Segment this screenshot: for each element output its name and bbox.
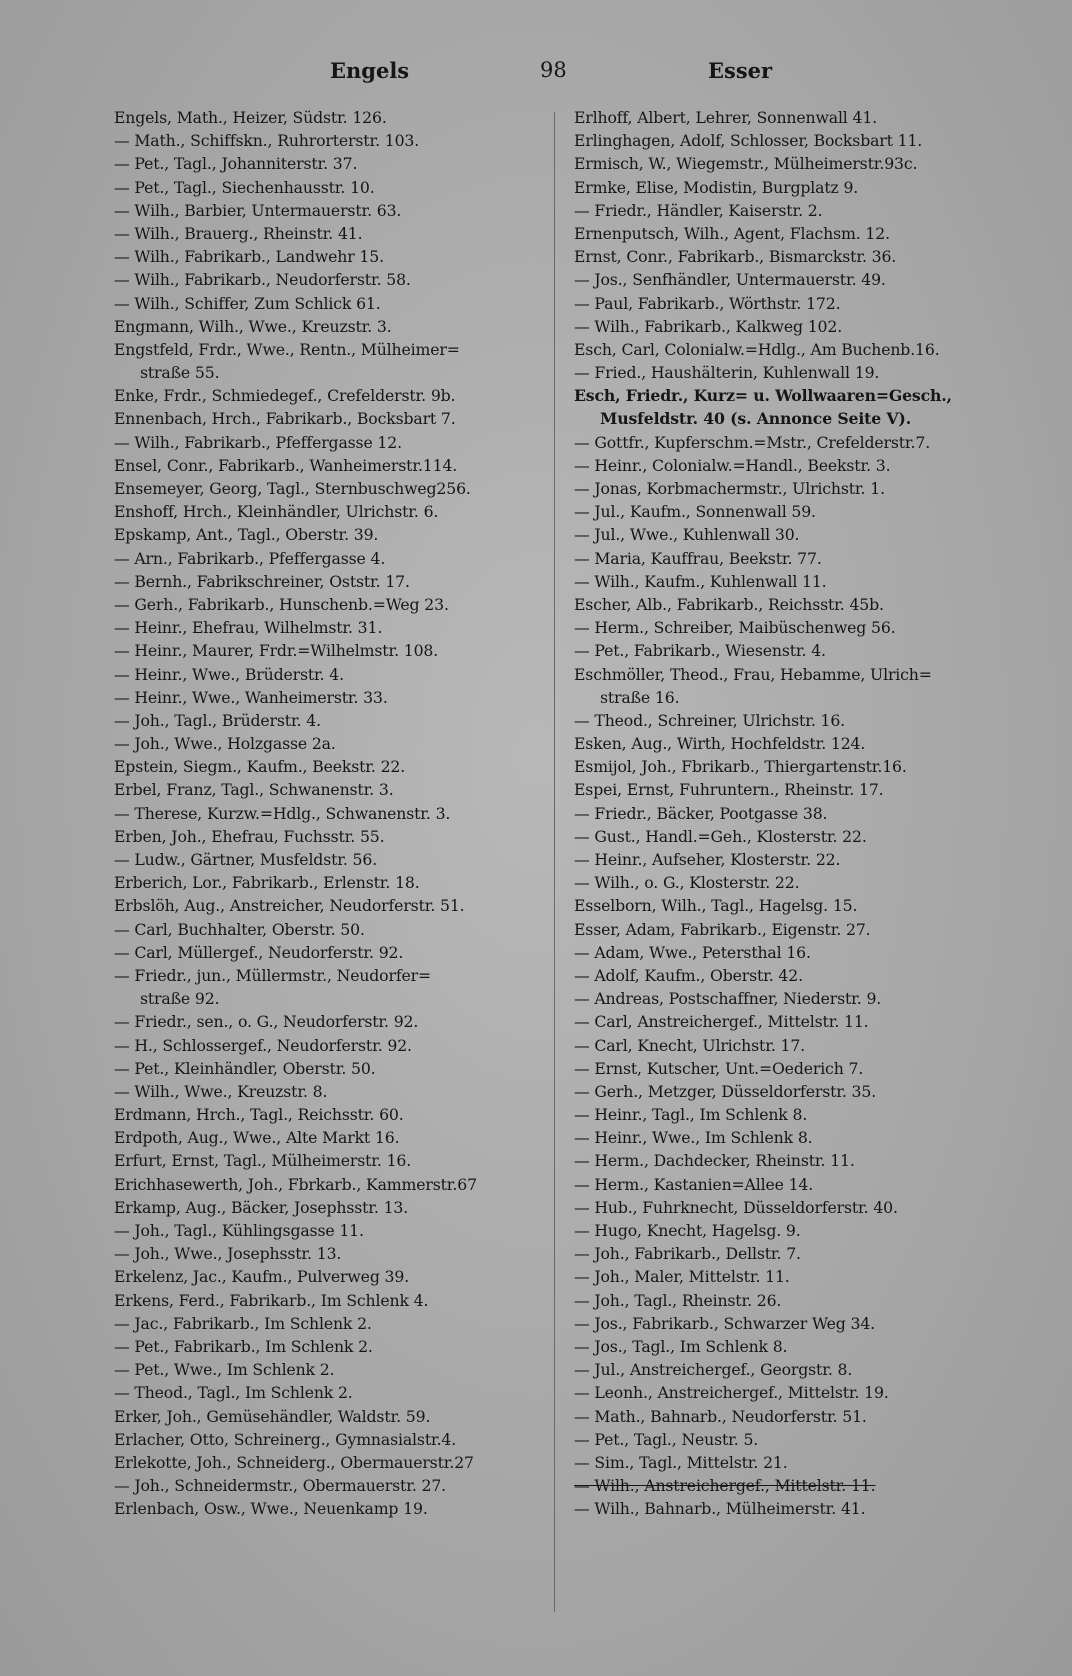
directory-entry: Escher, Alb., Fabrikarb., Reichsstr. 45b. xyxy=(574,594,884,614)
directory-entry: Epskamp, Ant., Tagl., Oberstr. 39. xyxy=(114,525,379,545)
directory-entry: Ennenbach, Hrch., Fabrikarb., Bocksbart 7. xyxy=(114,409,456,429)
directory-entry: — Herm., Schreiber, Maibüschenweg 56. xyxy=(574,618,896,638)
directory-entry: Engmann, Wilh., Wwe., Kreuzstr. 3. xyxy=(114,316,392,336)
directory-entry: — Heinr., Wwe., Im Schlenk 8. xyxy=(574,1128,813,1148)
directory-entry: — Heinr., Ehefrau, Wilhelmstr. 31. xyxy=(114,618,383,638)
directory-entry: Erlacher, Otto, Schreinerg., Gymnasialstr.4. xyxy=(114,1429,457,1449)
directory-entry: — Herm., Kastanien=Allee 14. xyxy=(574,1174,814,1194)
directory-entry: Erlekotte, Joh., Schneiderg., Obermauerstr.27 xyxy=(114,1452,474,1472)
directory-entry: Erdpoth, Aug., Wwe., Alte Markt 16. xyxy=(114,1128,400,1148)
directory-entry: — Heinr., Wwe., Wanheimerstr. 33. xyxy=(114,687,388,707)
directory-entry: straße 55. xyxy=(140,363,220,383)
directory-entry: — Therese, Kurzw.=Hdlg., Schwanenstr. 3. xyxy=(114,803,451,823)
directory-entry: — Leonh., Anstreichergef., Mittelstr. 19. xyxy=(574,1383,889,1403)
directory-entry: — Heinr., Maurer, Frdr.=Wilhelmstr. 108. xyxy=(114,641,439,661)
directory-entry: — Hub., Fuhrknecht, Düsseldorferstr. 40. xyxy=(574,1197,898,1217)
directory-entry: Ernenputsch, Wilh., Agent, Flachsm. 12. xyxy=(574,223,890,243)
directory-entry: Erberich, Lor., Fabrikarb., Erlenstr. 18. xyxy=(114,873,420,893)
directory-entry: — Jul., Kaufm., Sonnenwall 59. xyxy=(574,502,816,522)
directory-entry: — Wilh., Fabrikarb., Neudorferstr. 58. xyxy=(114,270,411,290)
directory-entry: — Gust., Handl.=Geh., Klosterstr. 22. xyxy=(574,826,867,846)
directory-entry: — Joh., Fabrikarb., Dellstr. 7. xyxy=(574,1244,801,1264)
directory-entry: — Wilh., Bahnarb., Mülheimerstr. 41. xyxy=(574,1499,866,1519)
directory-entry: Erbslöh, Aug., Anstreicher, Neudorferstr. 51. xyxy=(114,896,465,916)
directory-entry: — Gerh., Fabrikarb., Hunschenb.=Weg 23. xyxy=(114,594,449,614)
directory-entry: Engstfeld, Frdr., Wwe., Rentn., Mülheimer= xyxy=(114,339,460,359)
directory-entry: Ernst, Conr., Fabrikarb., Bismarckstr. 36. xyxy=(574,247,897,267)
directory-entry: Eschmöller, Theod., Frau, Hebamme, Ulrich= xyxy=(574,664,932,684)
directory-entry: — Gottfr., Kupferschm.=Mstr., Crefelderstr.7. xyxy=(574,432,931,452)
header-left-keyword: Engels xyxy=(330,58,410,83)
directory-entry: — Herm., Dachdecker, Rheinstr. 11. xyxy=(574,1151,855,1171)
directory-entry: — Theod., Schreiner, Ulrichstr. 16. xyxy=(574,710,845,730)
directory-entry: — Joh., Tagl., Brüderstr. 4. xyxy=(114,710,321,730)
directory-entry: — Jos., Tagl., Im Schlenk 8. xyxy=(574,1336,788,1356)
directory-entry: — Wilh., Anstreichergef., Mittelstr. 11. xyxy=(574,1476,876,1496)
directory-entry: — Wilh., Schiffer, Zum Schlick 61. xyxy=(114,293,381,313)
directory-entry: — Ludw., Gärtner, Musfeldstr. 56. xyxy=(114,850,378,869)
directory-entry: — Pet., Tagl., Johanniterstr. 37. xyxy=(114,154,358,174)
directory-entry: straße 16. xyxy=(600,687,680,707)
directory-entry: Ermisch, W., Wiegemstr., Mülheimerstr.93c. xyxy=(574,154,918,174)
directory-entry: — Carl, Buchhalter, Oberstr. 50. xyxy=(114,919,365,939)
directory-entry: — Carl, Knecht, Ulrichstr. 17. xyxy=(574,1035,805,1055)
left-column xyxy=(114,106,568,1520)
directory-entry: — Pet., Tagl., Neustr. 5. xyxy=(574,1429,759,1449)
directory-entry: — Paul, Fabrikarb., Wörthstr. 172. xyxy=(574,293,841,313)
directory-entry: — Pet., Fabrikarb., Im Schlenk 2. xyxy=(114,1336,373,1356)
directory-entry: — Pet., Kleinhändler, Oberstr. 50. xyxy=(114,1058,376,1078)
directory-entry: — Heinr., Wwe., Brüderstr. 4. xyxy=(114,664,344,684)
directory-entry: Ensemeyer, Georg, Tagl., Sternbuschweg256. xyxy=(114,479,471,498)
directory-entry: — Ernst, Kutscher, Unt.=Oederich 7. xyxy=(574,1058,864,1078)
directory-entry: — Wilh., Fabrikarb., Landwehr 15. xyxy=(114,247,384,267)
directory-entry: Erfurt, Ernst, Tagl., Mülheimerstr. 16. xyxy=(114,1151,412,1171)
directory-entry: Enshoff, Hrch., Kleinhändler, Ulrichstr. 6. xyxy=(114,502,439,522)
directory-entry: — Joh., Wwe., Holzgasse 2a. xyxy=(114,734,336,754)
directory-entry: — Pet., Fabrikarb., Wiesenstr. 4. xyxy=(574,641,826,661)
directory-entry: Erkelenz, Jac., Kaufm., Pulverweg 39. xyxy=(114,1267,410,1287)
directory-entry: Erkamp, Aug., Bäcker, Josephsstr. 13. xyxy=(114,1197,409,1217)
directory-entry: — Jos., Senfhändler, Untermauerstr. 49. xyxy=(574,270,886,290)
directory-entry: — Wilh., Barbier, Untermauerstr. 63. xyxy=(114,200,402,220)
directory-entry: — Jul., Anstreichergef., Georgstr. 8. xyxy=(574,1360,853,1380)
directory-entry: — Wilh., Wwe., Kreuzstr. 8. xyxy=(114,1081,328,1101)
directory-entry: — Math., Bahnarb., Neudorferstr. 51. xyxy=(574,1406,867,1426)
directory-entry: Esmijol, Joh., Fbrikarb., Thiergartenstr.16. xyxy=(574,757,907,777)
directory-entry: Esken, Aug., Wirth, Hochfeldstr. 124. xyxy=(574,734,866,754)
directory-entry: — Heinr., Tagl., Im Schlenk 8. xyxy=(574,1105,808,1125)
directory-entry: — H., Schlossergef., Neudorferstr. 92. xyxy=(114,1035,412,1055)
directory-entry: Erichhasewerth, Joh., Fbrkarb., Kammerstr.67 xyxy=(114,1174,477,1194)
directory-entry: Esselborn, Wilh., Tagl., Hagelsg. 15. xyxy=(574,896,858,916)
directory-entry: — Jac., Fabrikarb., Im Schlenk 2. xyxy=(114,1313,372,1333)
directory-entry: Esser, Adam, Fabrikarb., Eigenstr. 27. xyxy=(574,919,871,939)
directory-entry: — Joh., Tagl., Rheinstr. 26. xyxy=(574,1290,782,1310)
header-right-keyword: Esser xyxy=(708,58,773,83)
directory-entry: — Bernh., Fabrikschreiner, Oststr. 17. xyxy=(114,571,410,591)
directory-entry: Erlhoff, Albert, Lehrer, Sonnenwall 41. xyxy=(574,108,878,127)
directory-entry: Ensel, Conr., Fabrikarb., Wanheimerstr.114. xyxy=(114,455,458,475)
directory-entry: Erdmann, Hrch., Tagl., Reichsstr. 60. xyxy=(114,1105,404,1125)
directory-entry: — Andreas, Postschaffner, Niederstr. 9. xyxy=(574,989,882,1009)
directory-entry: — Friedr., jun., Müllermstr., Neudorfer= xyxy=(114,965,431,985)
directory-entry: — Jonas, Korbmachermstr., Ulrichstr. 1. xyxy=(574,479,885,498)
directory-entry: — Joh., Wwe., Josephsstr. 13. xyxy=(114,1244,342,1264)
directory-entry: — Pet., Tagl., Siechenhausstr. 10. xyxy=(114,177,375,197)
directory-entry: — Fried., Haushälterin, Kuhlenwall 19. xyxy=(574,363,880,383)
directory-entry: — Adam, Wwe., Petersthal 16. xyxy=(574,942,811,962)
directory-entry: — Jos., Fabrikarb., Schwarzer Weg 34. xyxy=(574,1313,876,1333)
directory-entry: — Jul., Wwe., Kuhlenwall 30. xyxy=(574,525,800,545)
directory-entry: — Heinr., Colonialw.=Handl., Beekstr. 3. xyxy=(574,455,891,475)
directory-entry: — Joh., Tagl., Kühlingsgasse 11. xyxy=(114,1221,364,1240)
directory-entry: — Heinr., Aufseher, Klosterstr. 22. xyxy=(574,850,841,869)
directory-entry: — Joh., Schneidermstr., Obermauerstr. 27. xyxy=(114,1476,447,1496)
page-header xyxy=(0,58,1072,98)
directory-entry: — Maria, Kauffrau, Beekstr. 77. xyxy=(574,548,822,568)
directory-entry: Erker, Joh., Gemüsehändler, Waldstr. 59. xyxy=(114,1406,431,1426)
directory-entry: — Math., Schiffskn., Ruhrorterstr. 103. xyxy=(114,131,420,151)
directory-entry: — Arn., Fabrikarb., Pfeffergasse 4. xyxy=(114,548,386,568)
directory-entry: — Friedr., sen., o. G., Neudorferstr. 92. xyxy=(114,1012,419,1032)
page-number: 98 xyxy=(540,58,567,82)
directory-entry: — Wilh., Fabrikarb., Kalkweg 102. xyxy=(574,316,843,336)
right-column xyxy=(574,106,1028,1520)
directory-entry: — Joh., Maler, Mittelstr. 11. xyxy=(574,1267,790,1287)
directory-entry: — Sim., Tagl., Mittelstr. 21. xyxy=(574,1452,788,1472)
directory-entry: — Carl, Anstreichergef., Mittelstr. 11. xyxy=(574,1012,869,1032)
directory-entry: — Friedr., Bäcker, Pootgasse 38. xyxy=(574,803,828,823)
directory-entry: Engels, Math., Heizer, Südstr. 126. xyxy=(114,108,387,127)
directory-entry: — Wilh., Kaufm., Kuhlenwall 11. xyxy=(574,571,827,591)
directory-entry: — Adolf, Kaufm., Oberstr. 42. xyxy=(574,965,803,985)
directory-entry: Epstein, Siegm., Kaufm., Beekstr. 22. xyxy=(114,757,406,777)
directory-entry: — Theod., Tagl., Im Schlenk 2. xyxy=(114,1383,353,1403)
directory-entry: — Wilh., Brauerg., Rheinstr. 41. xyxy=(114,223,363,243)
directory-entry: — Wilh., o. G., Klosterstr. 22. xyxy=(574,873,800,893)
directory-entry: — Carl, Müllergef., Neudorferstr. 92. xyxy=(114,942,404,962)
directory-entry: Esch, Carl, Colonialw.=Hdlg., Am Buchenb.16. xyxy=(574,339,940,359)
directory-entry: straße 92. xyxy=(140,989,220,1009)
directory-entry: Enke, Frdr., Schmiedegef., Crefelderstr. 9b. xyxy=(114,386,456,406)
directory-entry: — Gerh., Metzger, Düsseldorferstr. 35. xyxy=(574,1081,877,1101)
directory-entry: Erlinghagen, Adolf, Schlosser, Bocksbart 11. xyxy=(574,131,923,151)
directory-entry: — Friedr., Händler, Kaiserstr. 2. xyxy=(574,200,823,220)
directory-entry: Musfeldstr. 40 (s. Annonce Seite V). xyxy=(600,409,912,429)
directory-entry: Espei, Ernst, Fuhruntern., Rheinstr. 17. xyxy=(574,780,884,800)
directory-entry: Erlenbach, Osw., Wwe., Neuenkamp 19. xyxy=(114,1499,428,1519)
directory-entry: Erbel, Franz, Tagl., Schwanenstr. 3. xyxy=(114,780,394,800)
directory-entry: — Wilh., Fabrikarb., Pfeffergasse 12. xyxy=(114,432,402,452)
directory-entry: Ermke, Elise, Modistin, Burgplatz 9. xyxy=(574,177,859,197)
directory-entry: — Pet., Wwe., Im Schlenk 2. xyxy=(114,1360,335,1380)
directory-entry: Erben, Joh., Ehefrau, Fuchsstr. 55. xyxy=(114,826,385,846)
directory-entry: — Hugo, Knecht, Hagelsg. 9. xyxy=(574,1221,801,1240)
directory-entry: Esch, Friedr., Kurz= u. Wollwaaren=Gesch., xyxy=(574,386,952,406)
directory-entry: Erkens, Ferd., Fabrikarb., Im Schlenk 4. xyxy=(114,1290,429,1310)
